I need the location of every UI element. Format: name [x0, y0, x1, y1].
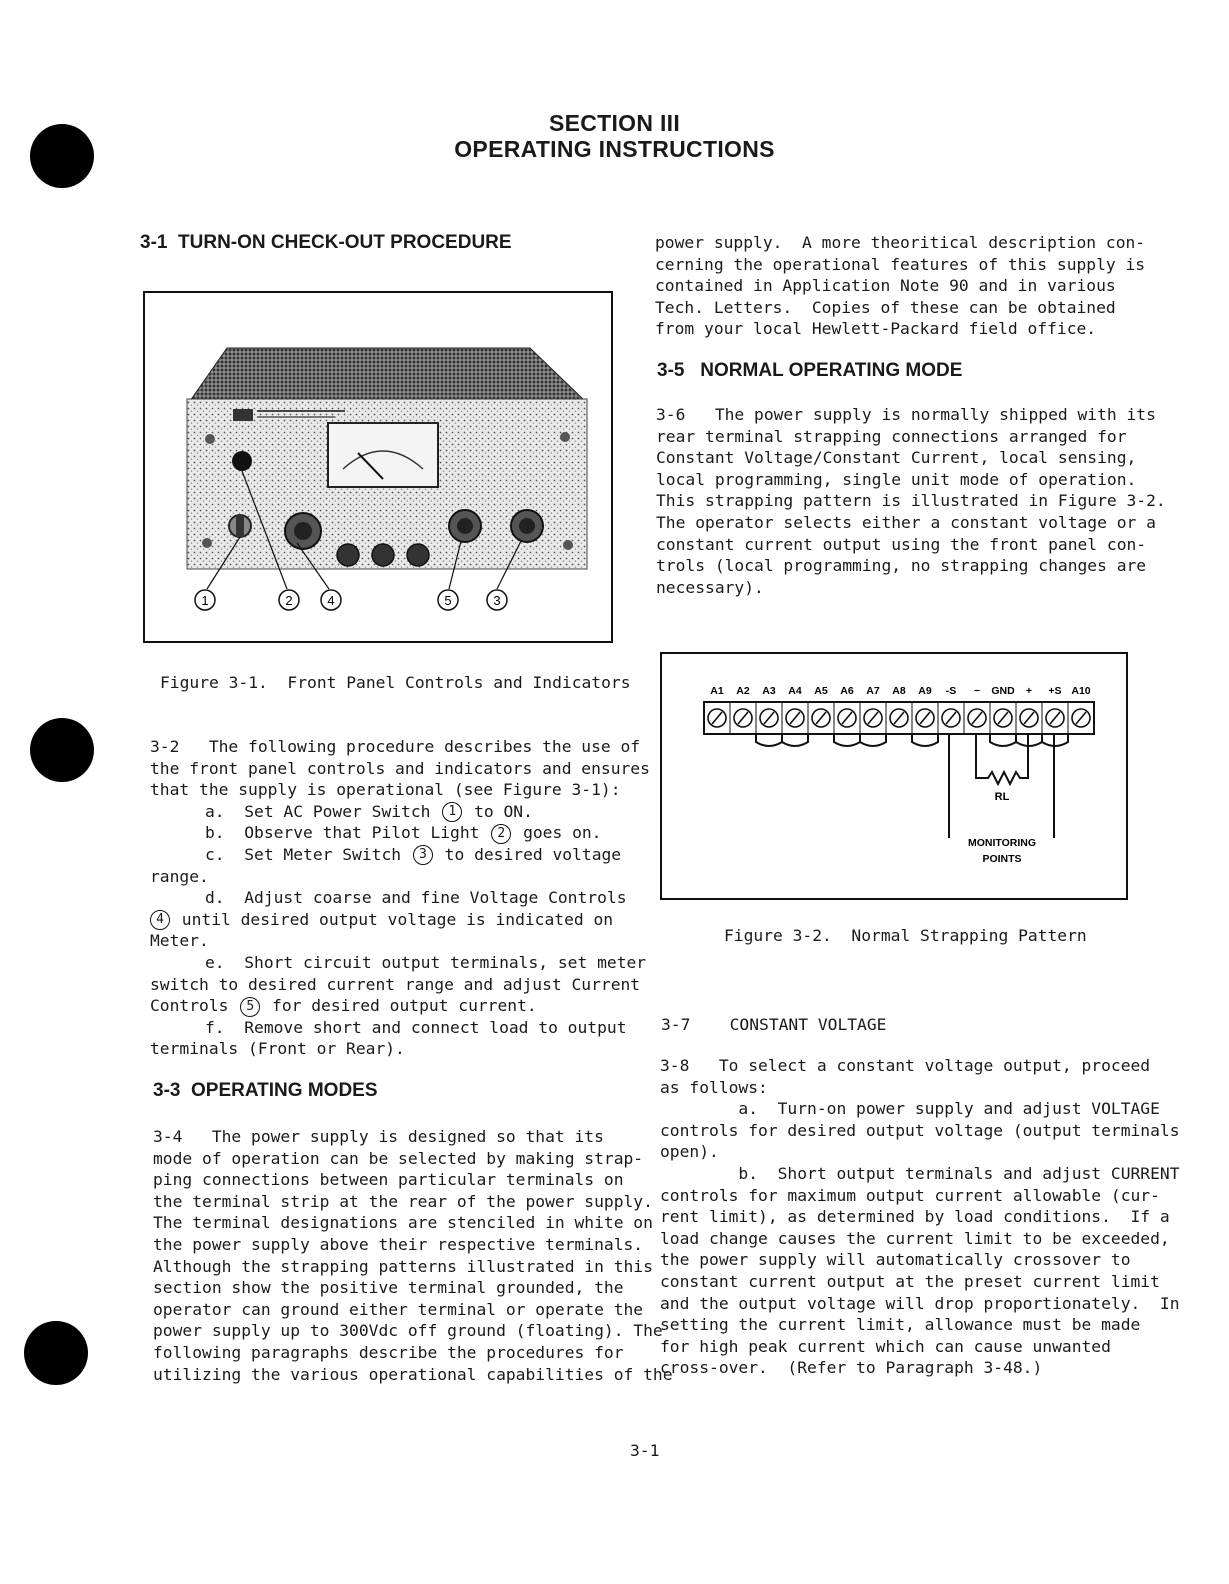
p32-line-3: that the supply is operational (see Figure 3-1):	[150, 780, 621, 800]
heading-3-7: 3-7 CONSTANT VOLTAGE	[661, 1015, 887, 1034]
pc-line-1: power supply. A more theoritical description con-	[655, 233, 1146, 252]
p32-line-2: the front panel controls and indicators and ensures	[150, 758, 650, 778]
strap-a7-a8	[860, 734, 886, 746]
punch-hole-middle	[30, 718, 94, 782]
step-c-cont: range.	[150, 866, 209, 886]
hp-logo	[233, 409, 253, 421]
load-resistor	[976, 734, 1028, 784]
p38-line-9: load change causes the current limit to be exceeded,	[660, 1228, 1170, 1248]
pilot-light	[232, 451, 252, 471]
terminal-label: A5	[814, 685, 828, 697]
callout-3-label: 3	[493, 593, 501, 608]
figure-3-1-caption: Figure 3-1. Front Panel Controls and Indicators	[160, 673, 631, 692]
terminal-label: GND	[991, 685, 1015, 697]
figure-3-2-caption: Figure 3-2. Normal Strapping Pattern	[724, 926, 1087, 945]
pc-line-2: cerning the operational features of this supply is	[655, 254, 1146, 274]
p34-line-3: ping connections between particular terminals on	[153, 1170, 624, 1190]
strap-gnd-plus	[990, 734, 1016, 746]
step-d-cont: Meter.	[150, 931, 209, 951]
punch-hole-bottom	[24, 1321, 88, 1385]
paragraph-3-8	[660, 1055, 1180, 1379]
heading-3-1: 3-1 TURN-ON CHECK-OUT PROCEDURE	[140, 232, 512, 253]
p38-line-15: cross-over. (Refer to Paragraph 3-48.)	[660, 1358, 1043, 1378]
terminal-label: A7	[866, 685, 880, 697]
pc-line-3: contained in Application Note 90 and in various	[655, 276, 1116, 296]
page-number: 3-1	[630, 1441, 660, 1460]
p36-line-4: local programming, single unit mode of operation.	[656, 469, 1137, 489]
section-number: SECTION III	[548, 110, 681, 136]
terminal-label: −	[973, 685, 981, 697]
p34-line-8: section show the positive terminal grounded, the	[153, 1278, 624, 1298]
terminal-label: A3	[762, 685, 776, 697]
p34-line-11: following paragraphs describe the procedures for	[153, 1342, 624, 1362]
step-c-ref: 3	[413, 845, 433, 865]
paragraph-3-6	[656, 404, 1166, 598]
callout-1-label: 1	[201, 593, 209, 608]
terminal-label: +S	[1048, 685, 1062, 697]
step-d-ref: 4	[150, 910, 170, 930]
p38-line-14: for high peak current which can cause unwanted	[660, 1336, 1111, 1356]
terminal-label: A4	[788, 685, 802, 697]
step-a: a. Set AC Power Switch 1 to ON.	[205, 801, 533, 821]
p34-line-2: mode of operation can be selected by making strap-	[153, 1148, 644, 1168]
p38-line-10: the power supply will automatically crossover to	[660, 1250, 1131, 1270]
p36-line-2: rear terminal strapping connections arranged for	[656, 426, 1127, 446]
p32-line-1: 3-2 The following procedure describes the use of	[150, 737, 641, 756]
step-e-ref: 5	[240, 997, 260, 1017]
pc-line-5: from your local Hewlett-Packard field office.	[655, 319, 1097, 339]
meter	[328, 423, 438, 487]
callout-5-label: 5	[444, 593, 452, 608]
paragraph-3-2	[150, 736, 650, 1060]
p38-line-7: controls for maximum output current allowable (cur-	[660, 1185, 1160, 1205]
p38-line-13: setting the current limit, allowance must be made	[660, 1315, 1141, 1335]
monitoring-label-1: MONITORING	[967, 837, 1037, 849]
strap-a3-a4	[756, 734, 782, 746]
figure-3-2	[660, 652, 1128, 900]
p36-line-6: The operator selects either a constant voltage or a	[656, 512, 1156, 532]
step-b: b. Observe that Pilot Light 2 goes on.	[205, 823, 602, 843]
p38-line-12: and the output voltage will drop proportionately. In	[660, 1293, 1180, 1313]
p34-line-1: 3-4 The power supply is designed so that its	[153, 1127, 604, 1146]
p36-line-3: Constant Voltage/Constant Current, local sensing,	[656, 448, 1137, 468]
step-d: d. Adjust coarse and fine Voltage Controls	[205, 888, 627, 908]
step-a-ref: 1	[442, 802, 462, 822]
p38-line-5: open).	[660, 1142, 719, 1162]
p36-line-7: constant current output using the front panel con-	[656, 534, 1147, 554]
p34-line-4: the terminal strip at the rear of the power supply.	[153, 1191, 653, 1211]
p34-line-5: The terminal designations are stenciled in white on	[153, 1213, 653, 1233]
terminal-label: A9	[918, 685, 932, 697]
heading-3-3: 3-3 OPERATING MODES	[153, 1080, 378, 1101]
p38-line-8: rent limit), as determined by load conditions. If a	[660, 1207, 1170, 1227]
section-title: OPERATING INSTRUCTIONS	[454, 136, 775, 162]
paragraph-continued	[655, 232, 1146, 340]
figure-3-1	[143, 291, 613, 643]
strap-s-minus	[912, 734, 938, 746]
p34-line-12: utilizing the various operational capabilities of the	[153, 1364, 673, 1384]
p34-line-7: Although the strapping patterns illustrated in this	[153, 1256, 653, 1276]
load-label: RL	[994, 791, 1010, 803]
p34-line-9: operator can ground either terminal or operate the	[153, 1299, 644, 1319]
p36-line-5: This strapping pattern is illustrated in Figure 3-2.	[656, 491, 1166, 511]
terminal-label: A8	[892, 685, 906, 697]
callout-4-label: 4	[327, 593, 335, 608]
paragraph-3-4	[153, 1126, 673, 1385]
p36-line-1: 3-6 The power supply is normally shipped with its	[656, 405, 1156, 424]
p34-line-6: the power supply above their respective terminals.	[153, 1234, 644, 1254]
front-panel-illustration	[145, 293, 611, 641]
terminal-label: A1	[710, 685, 724, 697]
terminal-label: A10	[1071, 685, 1091, 697]
step-e-line3: Controls 5 for desired output current.	[150, 996, 537, 1016]
pc-line-4: Tech. Letters. Copies of these can be obtained	[655, 297, 1116, 317]
monitoring-label-2: POINTS	[982, 853, 1022, 865]
step-f-cont: terminals (Front or Rear).	[150, 1039, 405, 1059]
strap-a6-a7	[834, 734, 860, 746]
terminal-label: +	[1025, 685, 1033, 697]
terminal-label: A2	[736, 685, 750, 697]
p38-line-3: a. Turn-on power supply and adjust VOLTAGE	[660, 1099, 1160, 1119]
p34-line-10: power supply up to 300Vdc off ground (floating). The	[153, 1321, 663, 1341]
p38-line-11: constant current output at the preset current limit	[660, 1271, 1160, 1291]
terminal-label: -S	[945, 685, 957, 697]
step-d-line2: 4 until desired output voltage is indicated on	[150, 909, 620, 931]
p36-line-9: necessary).	[656, 577, 764, 597]
step-f: f. Remove short and connect load to output	[205, 1017, 627, 1037]
step-e-line2: switch to desired current range and adjust Current	[150, 974, 641, 994]
p36-line-8: trols (local programming, no strapping changes are	[656, 556, 1147, 576]
step-e: e. Short circuit output terminals, set meter	[205, 952, 647, 972]
terminal-label: A6	[840, 685, 854, 697]
step-c: c. Set Meter Switch 3 to desired voltage	[205, 844, 622, 864]
p38-line-4: controls for desired output voltage (output terminals	[660, 1120, 1180, 1140]
strapping-diagram	[662, 654, 1126, 898]
p38-line-2: as follows:	[660, 1077, 768, 1097]
heading-3-5: 3-5 NORMAL OPERATING MODE	[657, 360, 963, 381]
step-b-ref: 2	[491, 824, 511, 844]
callout-2-label: 2	[285, 593, 293, 608]
p38-line-1: 3-8 To select a constant voltage output, proceed	[660, 1056, 1151, 1075]
strap-a4-a5	[782, 734, 808, 746]
p38-line-6: b. Short output terminals and adjust CURRENT	[660, 1163, 1180, 1183]
